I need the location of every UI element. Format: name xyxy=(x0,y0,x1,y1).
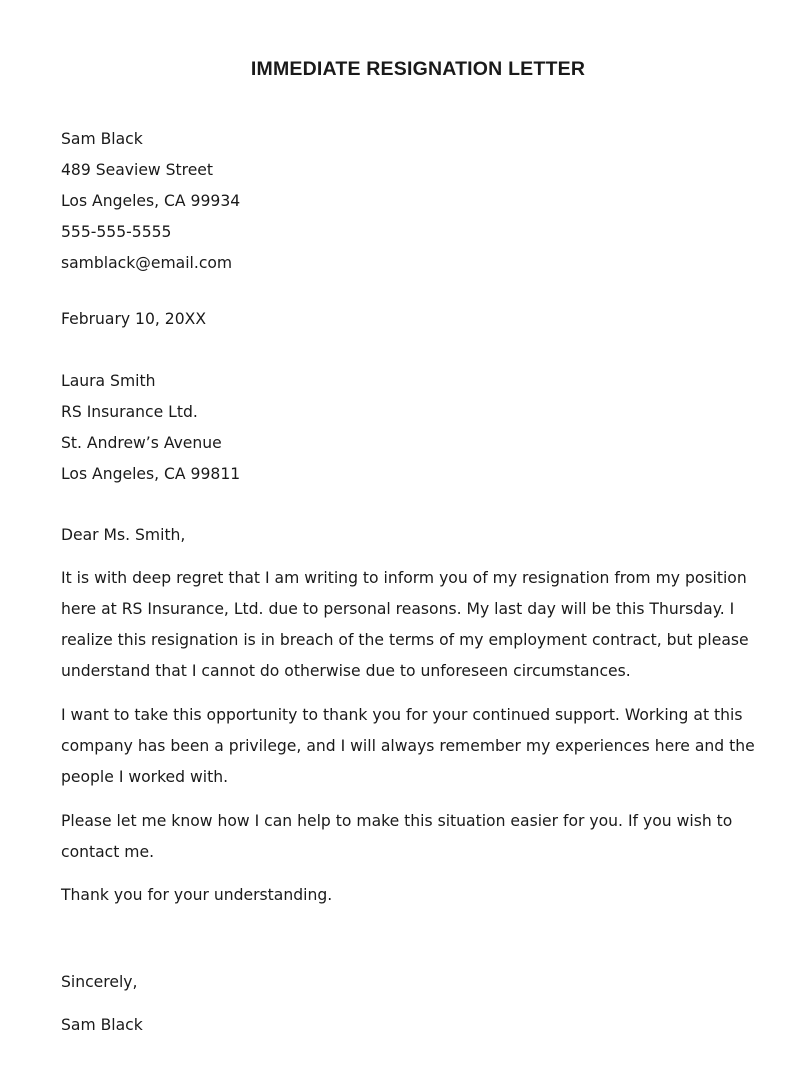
paragraph-line: people I worked with. xyxy=(61,768,229,786)
recipient-name: Laura Smith xyxy=(61,372,156,390)
salutation: Dear Ms. Smith, xyxy=(61,526,186,544)
paragraph-line: I want to take this opportunity to thank you for your continued support. Working at this xyxy=(61,706,743,724)
paragraph-line: Thank you for your understanding. xyxy=(61,886,333,904)
sender-email: samblack@email.com xyxy=(61,254,233,272)
closing: Sincerely, xyxy=(61,973,138,991)
paragraph-line: here at RS Insurance, Ltd. due to personal reasons. My last day will be this Thursday. I xyxy=(61,600,735,618)
signature-name: Sam Black xyxy=(61,1016,143,1034)
recipient-street: St. Andrew’s Avenue xyxy=(61,434,222,452)
paragraph-line: Please let me know how I can help to make this situation easier for you. If you wish to xyxy=(61,812,733,830)
body-paragraph-4 xyxy=(61,880,761,911)
closing-block xyxy=(61,967,761,998)
paragraph-line: It is with deep regret that I am writing to inform you of my resignation from my position xyxy=(61,569,747,587)
letter-date: February 10, 20XX xyxy=(61,310,207,328)
letter-date-block xyxy=(61,304,761,335)
paragraph-line: contact me. xyxy=(61,843,155,861)
recipient-address-block xyxy=(61,366,761,490)
sender-address-block xyxy=(61,124,761,279)
sender-street: 489 Seaview Street xyxy=(61,161,214,179)
body-paragraph-3 xyxy=(61,806,761,868)
letter-title: IMMEDIATE RESIGNATION LETTER xyxy=(250,58,586,80)
salutation-block xyxy=(61,520,761,551)
body-paragraph-1 xyxy=(61,563,761,687)
recipient-city: Los Angeles, CA 99811 xyxy=(61,465,241,483)
signature-block xyxy=(61,1010,761,1041)
sender-city: Los Angeles, CA 99934 xyxy=(61,192,241,210)
sender-phone: 555-555-5555 xyxy=(61,223,172,241)
body-paragraph-2 xyxy=(61,700,761,793)
recipient-company: RS Insurance Ltd. xyxy=(61,403,198,421)
paragraph-line: realize this resignation is in breach of the terms of my employment contract, but please xyxy=(61,631,749,649)
paragraph-line: company has been a privilege, and I will always remember my experiences here and the xyxy=(61,737,755,755)
sender-name: Sam Black xyxy=(61,130,143,148)
paragraph-line: understand that I cannot do otherwise due to unforeseen circumstances. xyxy=(61,662,631,680)
